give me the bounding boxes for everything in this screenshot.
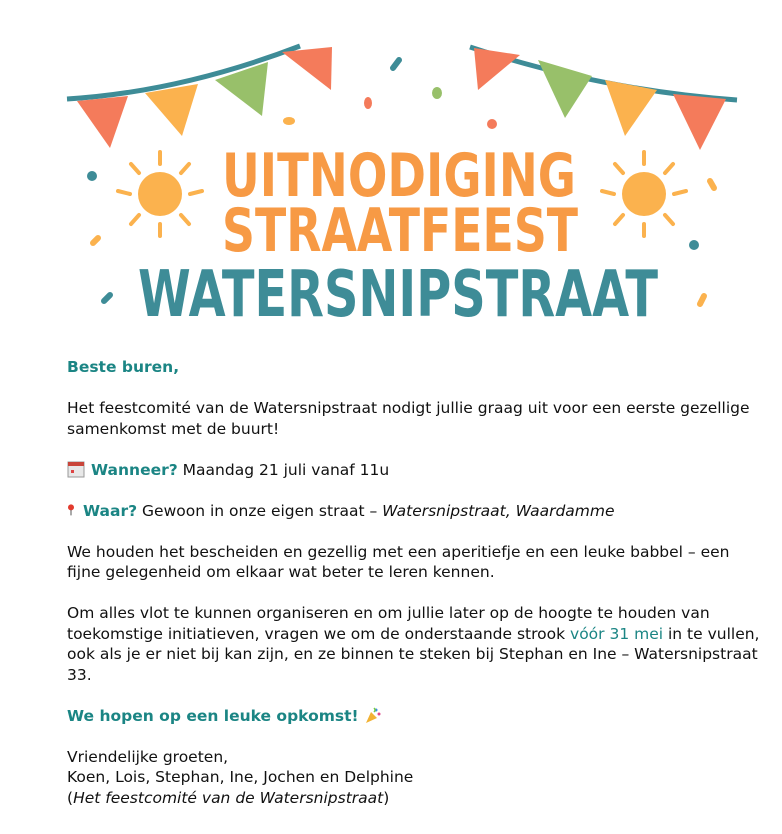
banner-line-3: WATERSNIPSTRAAT bbox=[138, 258, 659, 332]
when-line bbox=[67, 460, 767, 481]
registration-text: Om alles vlot te kunnen organiseren en om jullie later op de hoogte te houden van toekomstige initiatieven, vragen we om de onderstaande strook bbox=[67, 604, 710, 643]
paragraph-aperitief: We houden het bescheiden en gezellig met een aperitiefje en een leuke babbel – een fijne gelegenheid om elkaar wat beter te leren kennen. bbox=[67, 542, 730, 581]
committee-title bbox=[67, 788, 767, 809]
bunting-left bbox=[67, 46, 332, 148]
where-place: Watersnipstraat, Waardamme bbox=[382, 501, 615, 520]
sun-right-icon bbox=[602, 152, 686, 236]
regards: Vriendelijke groeten, bbox=[67, 747, 229, 766]
intro-text: Het feestcomité van de Watersnipstraat nodigt jullie graag uit voor een eerste gezellige samenkomst met de buurt! bbox=[67, 399, 750, 438]
calendar-icon bbox=[67, 460, 85, 478]
paragraph-registration bbox=[67, 603, 767, 685]
closing-text: We hopen op een leuke opkomst! bbox=[67, 706, 359, 725]
when-label: Wanneer? bbox=[91, 460, 178, 479]
greeting: Beste buren, bbox=[67, 358, 180, 376]
pushpin-icon bbox=[67, 501, 79, 519]
banner-line-2: STRAATFEEST bbox=[222, 194, 579, 266]
when-value: Maandag 21 juli vanaf 11u bbox=[182, 460, 390, 479]
banner-line-1: UITNODIGING bbox=[222, 140, 577, 211]
paren-open: ( bbox=[67, 788, 74, 807]
bunting-right bbox=[470, 47, 737, 150]
sun-left-icon bbox=[118, 152, 202, 236]
registration-text-end: in te vullen, ook als je er niet bij kan zijn, en ze binnen te steken bij Stephan en Ine – Watersnipstraat 33. bbox=[67, 624, 760, 684]
where-line bbox=[67, 501, 767, 522]
committee-names: Koen, Lois, Stephan, Ine, Jochen en Delphine bbox=[67, 768, 414, 786]
closing-line bbox=[67, 706, 767, 727]
signoff bbox=[67, 747, 767, 809]
committee-name: Het feestcomité van de Watersnipstraat bbox=[73, 788, 384, 807]
paren-close: ) bbox=[383, 788, 390, 807]
deadline: vóór 31 mei bbox=[570, 624, 664, 643]
party-popper-icon bbox=[364, 706, 382, 724]
invitation-banner bbox=[0, 0, 782, 340]
where-label: Waar? bbox=[83, 501, 138, 520]
where-value: Gewoon in onze eigen straat – bbox=[142, 501, 378, 520]
letter-body bbox=[67, 357, 767, 808]
